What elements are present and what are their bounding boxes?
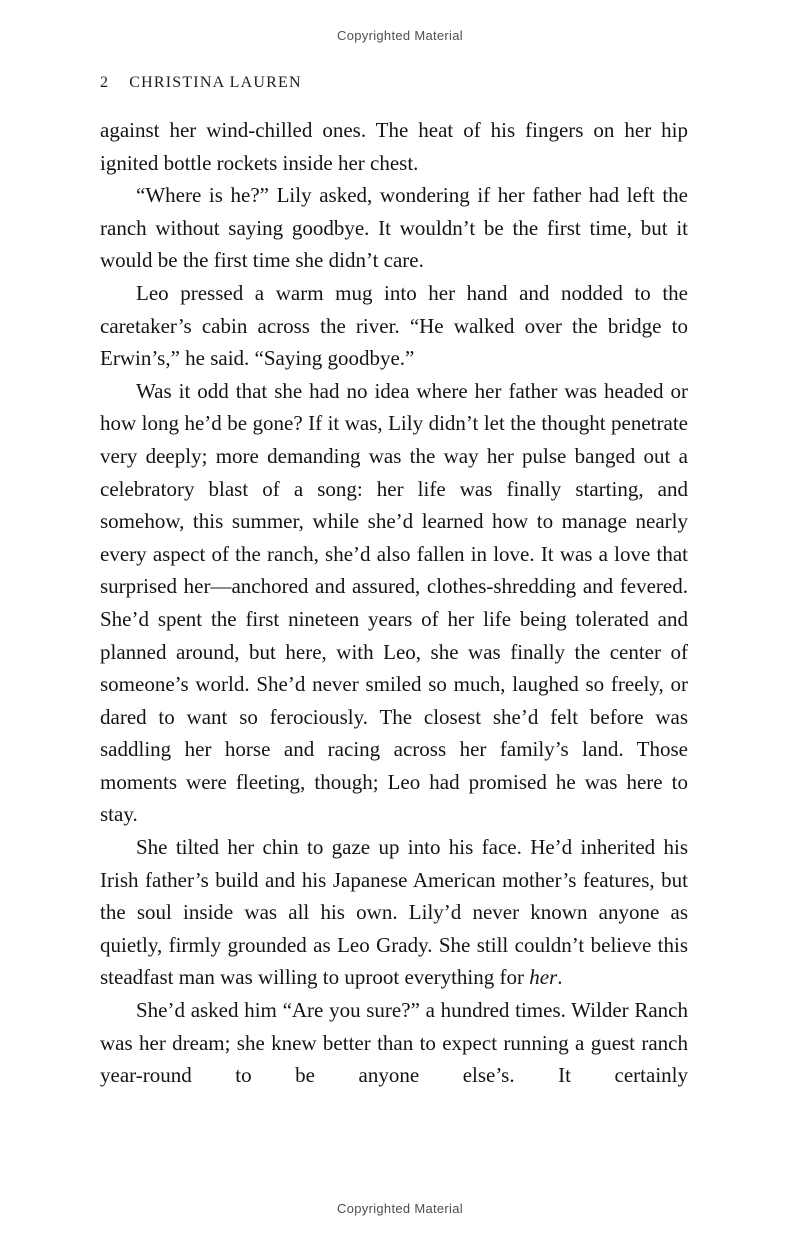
copyright-notice-top: Copyrighted Material bbox=[337, 28, 463, 43]
page-header bbox=[100, 74, 302, 92]
page-number: 2 bbox=[100, 74, 110, 91]
paragraph: against her wind-chilled ones. The heat of his fingers on her hip ignited bottle rockets inside her chest. bbox=[100, 118, 688, 175]
paragraph-text: . bbox=[557, 965, 563, 990]
paragraph: She’d asked him “Are you sure?” a hundred times. Wilder Ranch was her dream; she knew better than to expect running a guest ranch year-round to be anyone else’s. It certainly bbox=[100, 998, 688, 1088]
paragraph bbox=[100, 831, 688, 994]
paragraph: Was it odd that she had no idea where her father was headed or how long he’d be gone? If it was, Lily didn’t let the thought penetrate very deeply; more demanding was the way her pulse banged out a celebratory blast of a song: her life was finally starting, and somehow, this summer, while she’d learned how to manage nearly every aspect of the ranch, she’d also fallen in love. It was a love that surprised her—anchored and assured, clothes-shredding and fevered. She’d spent the first nineteen years of her life being tolerated and planned around, but here, with Leo, she was finally the center of someone’s world. She’d never smiled so much, laughed so freely, or dared to want so ferociously. The closest she’d felt before was saddling her horse and racing across her family’s land. Those moments were fleeting, though; Leo had promised he was here to stay. bbox=[100, 378, 688, 827]
paragraph: “Where is he?” Lily asked, wondering if her father had left the ranch without saying goodbye. It wouldn’t be the first time, but it would be the first time she didn’t care. bbox=[100, 183, 688, 273]
author-name: CHRISTINA LAUREN bbox=[129, 74, 302, 91]
copyright-notice-bottom: Copyrighted Material bbox=[337, 1201, 463, 1216]
paragraph-text: She tilted her chin to gaze up into his face. He’d inherited his Irish father’s build and his Japanese American mother’s features, but the soul inside was all his own. Lily’d never known anyone as quietly, firmly grounded as Leo Grady. She still couldn’t believe this steadfast man was willing to uproot everything for bbox=[100, 835, 688, 990]
italic-text: her bbox=[529, 965, 558, 990]
paragraph: Leo pressed a warm mug into her hand and nodded to the caretaker’s cabin across the river. “He walked over the bridge to Erwin’s,” he said. “Saying goodbye.” bbox=[100, 280, 688, 371]
page-body bbox=[100, 114, 688, 1092]
